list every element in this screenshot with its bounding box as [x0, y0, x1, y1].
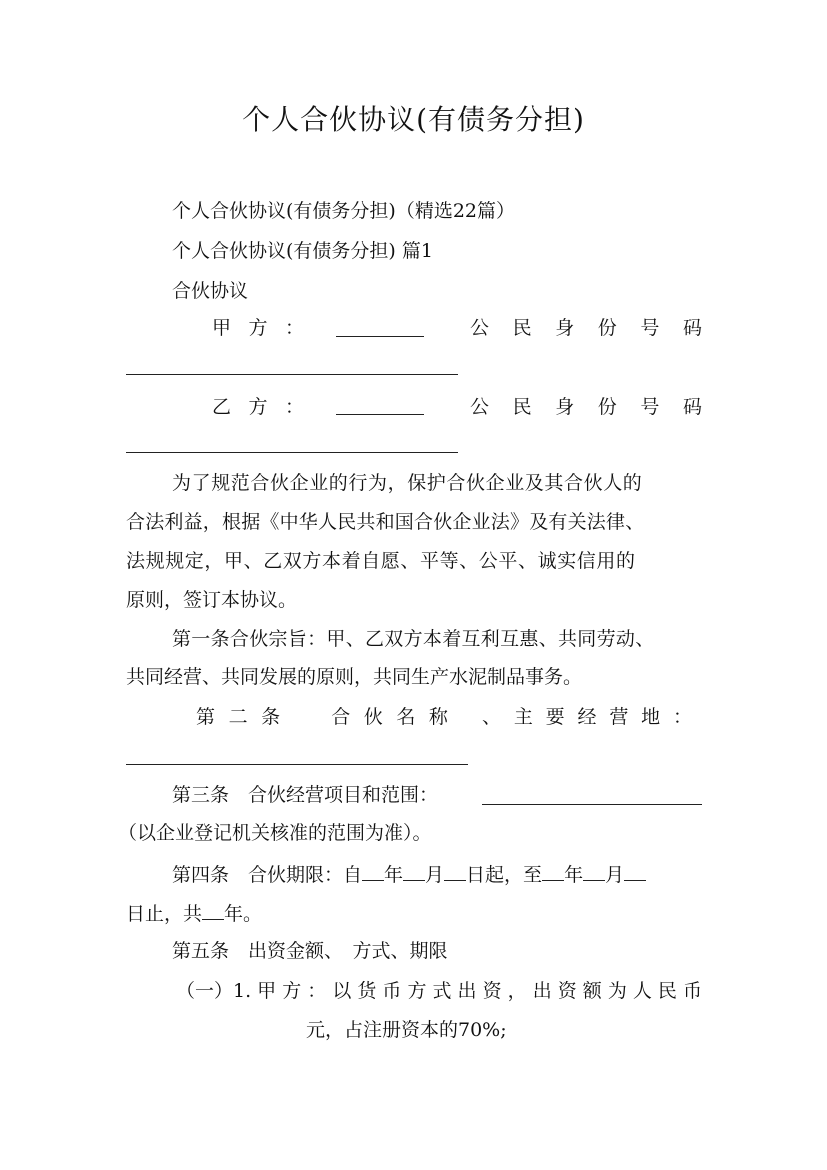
day-blank — [444, 860, 466, 881]
party-b-id-blank — [126, 452, 458, 453]
party-b-label — [212, 394, 304, 420]
article-2-location-label — [482, 704, 692, 730]
preamble-line-4: 原则，签订本协议。 — [126, 589, 298, 611]
article-4-text: 年 — [384, 864, 404, 886]
article-5-item-1-line-1 — [176, 978, 702, 1004]
article-5-char: 资 — [482, 980, 502, 1002]
article-5-char: 出 — [532, 980, 552, 1002]
article-2-char: 名 — [396, 706, 416, 728]
id-label-char: 号 — [640, 396, 660, 418]
agreement-heading: 合伙协议 — [172, 280, 249, 302]
month-blank — [583, 860, 605, 881]
article-5-char: 资 — [557, 980, 577, 1002]
article-5-char: 额 — [582, 980, 602, 1002]
article-5-char: 出 — [457, 980, 477, 1002]
article-3-continuation: （以企业登记机关核准的范围为准）。 — [118, 822, 432, 844]
article-4-text: 月 — [605, 864, 625, 886]
article-5-item-1-line-2: 元，占注册资本的70%; — [306, 1019, 507, 1041]
preamble-line-2: 合法利益，根据《中华人民共和国合伙企业法》及有关法律、 — [126, 511, 645, 533]
party-a-id-label — [470, 315, 702, 341]
party-a-id-blank — [126, 374, 458, 375]
id-label-char: 身 — [555, 396, 575, 418]
id-label-char: 公 — [470, 396, 490, 418]
party-b-char: 方 — [248, 396, 268, 418]
article-2-char: 要 — [545, 706, 565, 728]
id-label-char: 号 — [640, 317, 660, 339]
article-2-char: 称 — [428, 706, 448, 728]
id-label-char: 码 — [682, 396, 702, 418]
article-2-char: 二 — [228, 706, 248, 728]
article-4-text: 日起，至 — [466, 864, 543, 886]
party-a-label — [212, 315, 304, 341]
id-label-char: 份 — [597, 396, 617, 418]
article-5-char: 人 — [632, 980, 652, 1002]
subtitle-line: 个人合伙协议(有债务分担)（精选22篇） — [172, 200, 516, 222]
article-5-char: 方 — [407, 980, 427, 1002]
party-b-char: 乙 — [212, 396, 232, 418]
article-3-label: 第三条 合伙经营项目和范围： — [172, 784, 439, 806]
article-5-char: 式 — [432, 980, 452, 1002]
article-2-char: ： — [672, 706, 692, 728]
article-4-text: 第四条 合伙期限：自 — [172, 864, 363, 886]
article-5-char: 甲 — [257, 980, 277, 1002]
article-2-label — [196, 704, 448, 730]
article-4-text: 日止，共 — [126, 903, 203, 925]
article-2-char: 条 — [261, 706, 281, 728]
month-blank — [403, 860, 425, 881]
id-label-char: 份 — [597, 317, 617, 339]
article-4-line-1 — [172, 860, 646, 888]
article-2-char: 、 — [482, 706, 502, 728]
party-b-id-label — [470, 394, 702, 420]
article-2-char: 地 — [641, 706, 661, 728]
article-2-char: 主 — [513, 706, 533, 728]
article-5-char: 民 — [657, 980, 677, 1002]
id-label-char: 民 — [512, 317, 532, 339]
article-5-char: 币 — [382, 980, 402, 1002]
article-2-char: 经 — [577, 706, 597, 728]
id-label-char: 身 — [555, 317, 575, 339]
section-heading: 个人合伙协议(有债务分担) 篇1 — [172, 240, 433, 262]
article-3-blank — [482, 804, 702, 805]
article-5-heading: 第五条 出资金额、 方式、期限 — [172, 940, 448, 962]
article-5-char: 货 — [357, 980, 377, 1002]
article-5-char: 方 — [282, 980, 302, 1002]
article-2-char: 伙 — [363, 706, 383, 728]
article-1-line-2: 共同经营、共同发展的原则，共同生产水泥制品事务。 — [126, 666, 583, 688]
article-4-line-2 — [126, 899, 262, 927]
preamble-line-1: 为了规范合伙企业的行为，保护合伙企业及其合伙人的 — [172, 472, 643, 494]
article-4-text: 年 — [564, 864, 584, 886]
preamble-line-3: 法规规定，甲、乙双方本着自愿、平等、公平、诚实信用的 — [126, 550, 636, 572]
id-label-char: 民 — [512, 396, 532, 418]
article-4-text: 月 — [425, 864, 445, 886]
id-label-char: 公 — [470, 317, 490, 339]
article-5-char: 币 — [682, 980, 702, 1002]
party-a-char: 甲 — [212, 317, 232, 339]
article-2-char: 第 — [196, 706, 216, 728]
party-a-name-blank — [336, 336, 424, 337]
document-title: 个人合伙协议(有债务分担) — [242, 103, 585, 136]
year-blank — [362, 860, 384, 881]
year-blank — [542, 860, 564, 881]
article-2-blank — [126, 764, 468, 765]
party-b-char: ： — [284, 396, 304, 418]
day-blank — [624, 860, 646, 881]
article-1-line-1: 第一条合伙宗旨：甲、乙双方本着互利互惠、共同劳动、 — [172, 628, 655, 650]
party-b-name-blank — [336, 414, 424, 415]
article-2-char: 合 — [331, 706, 351, 728]
article-5-char: 以 — [332, 980, 352, 1002]
article-2-char: 营 — [609, 706, 629, 728]
article-5-char: ： — [307, 980, 327, 1002]
article-5-char: 为 — [607, 980, 627, 1002]
id-label-char: 码 — [682, 317, 702, 339]
party-a-char: ： — [284, 317, 304, 339]
total-years-blank — [202, 899, 224, 920]
party-a-char: 方 — [248, 317, 268, 339]
article-5-char: （一）1. — [176, 980, 252, 1002]
article-5-char: ， — [507, 980, 527, 1002]
article-4-text: 年。 — [224, 903, 263, 925]
